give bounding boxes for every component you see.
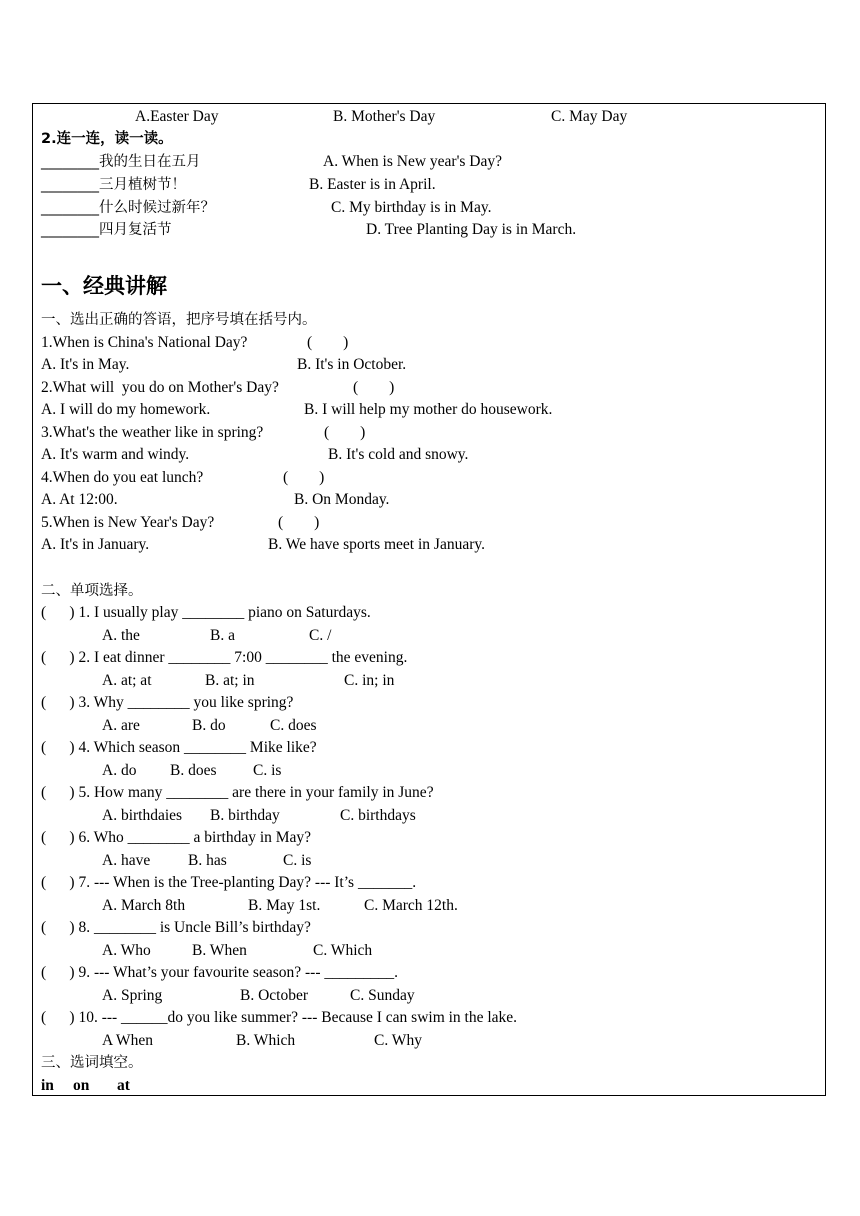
s1-question-1: 1.When is China's National Day? <box>41 334 248 351</box>
s2-3-option-c: C. does <box>270 717 317 734</box>
s2-3-option-b: B. do <box>192 717 226 734</box>
s2-9-option-a: A. Spring <box>102 987 163 1004</box>
worksheet-frame <box>32 103 826 1096</box>
match-left-1: ________我的生日在五月 <box>41 154 201 170</box>
section3-heading: 三、选词填空。 <box>41 1055 143 1071</box>
s2-9-option-b: B. October <box>240 987 309 1004</box>
s2-4-option-b: B. does <box>170 762 217 779</box>
word-choice-on: on <box>73 1077 90 1094</box>
s2-8-option-c: C. Which <box>313 942 373 959</box>
s2-3-option-a: A. are <box>102 717 140 734</box>
s2-1-option-b: B. a <box>210 627 235 644</box>
s1-option-a-2: A. I will do my homework. <box>41 401 211 418</box>
s2-question-6: ( ) 6. Who ________ a birthday in May? <box>41 829 312 846</box>
s2-8-option-b: B. When <box>192 942 247 959</box>
s2-2-option-a: A. at; at <box>102 672 152 689</box>
s2-question-1: ( ) 1. I usually play ________ piano on Saturdays. <box>41 604 371 621</box>
s2-7-option-a: A. March 8th <box>102 897 186 914</box>
word-choice-in: in <box>41 1077 54 1094</box>
s2-4-option-c: C. is <box>253 762 282 779</box>
s2-10-option-b: B. Which <box>236 1032 296 1049</box>
s2-2-option-b: B. at; in <box>205 672 255 689</box>
s1-answer-paren-2: ( ) <box>353 379 395 396</box>
word-choice-at: at <box>117 1077 130 1094</box>
s2-question-2: ( ) 2. I eat dinner ________ 7:00 ________ the evening. <box>41 649 408 666</box>
s2-7-option-c: C. March 12th. <box>364 897 458 914</box>
s2-10-option-a: A When <box>102 1032 153 1049</box>
s2-1-option-a: A. the <box>102 627 140 644</box>
s2-6-option-a: A. have <box>102 852 151 869</box>
s1-option-b-2: B. I will help my mother do housework. <box>304 401 553 418</box>
s2-question-7: ( ) 7. --- When is the Tree-planting Day? --- It’s _______. <box>41 874 417 891</box>
s2-6-option-c: C. is <box>283 852 312 869</box>
s2-question-8: ( ) 8. ________ is Uncle Bill’s birthday? <box>41 919 311 936</box>
s1-option-a-4: A. At 12:00. <box>41 491 118 508</box>
option-a: A.Easter Day <box>135 108 219 125</box>
s2-question-10: ( ) 10. --- ______do you like summer? --- Because I can swim in the lake. <box>41 1009 518 1026</box>
s1-answer-paren-1: ( ) <box>307 334 349 351</box>
match-right-4: D. Tree Planting Day is in March. <box>366 221 577 238</box>
s2-9-option-c: C. Sunday <box>350 987 415 1004</box>
s1-question-2: 2.What will you do on Mother's Day? <box>41 379 279 396</box>
s1-question-5: 5.When is New Year's Day? <box>41 514 215 531</box>
s2-6-option-b: B. has <box>188 852 227 869</box>
match-right-2: B. Easter is in April. <box>309 176 436 193</box>
option-b: B. Mother's Day <box>333 108 436 125</box>
s1-answer-paren-4: ( ) <box>283 469 325 486</box>
match-left-2: ________三月植树节！ <box>41 177 186 193</box>
match-title: 2.连一连，读一读。 <box>41 131 173 147</box>
s1-option-a-3: A. It's warm and windy. <box>41 446 190 463</box>
s2-10-option-c: C. Why <box>374 1032 422 1049</box>
match-right-3: C. My birthday is in May. <box>331 199 492 216</box>
match-right-1: A. When is New year's Day? <box>323 153 502 170</box>
s1-option-a-5: A. It's in January. <box>41 536 150 553</box>
s2-5-option-a: A. birthdaies <box>102 807 183 824</box>
s2-question-5: ( ) 5. How many ________ are there in your family in June? <box>41 784 434 801</box>
s1-option-b-1: B. It's in October. <box>297 356 407 373</box>
s2-2-option-c: C. in; in <box>344 672 395 689</box>
match-left-4: ________四月复活节 <box>41 222 172 238</box>
section2-heading: 二、单项选择。 <box>41 583 143 599</box>
s1-option-b-3: B. It's cold and snowy. <box>328 446 469 463</box>
s1-option-b-5: B. We have sports meet in January. <box>268 536 485 553</box>
section1-subheading: 一、选出正确的答语，把序号填在括号内。 <box>41 312 317 328</box>
s2-7-option-b: B. May 1st. <box>248 897 321 914</box>
s1-answer-paren-3: ( ) <box>324 424 366 441</box>
match-left-3: ________什么时候过新年？ <box>41 200 215 216</box>
section1-heading: 一、经典讲解 <box>41 274 167 298</box>
s1-answer-paren-5: ( ) <box>278 514 320 531</box>
s2-1-option-c: C. / <box>309 627 332 644</box>
s2-5-option-c: C. birthdays <box>340 807 416 824</box>
s2-4-option-a: A. do <box>102 762 137 779</box>
s2-question-9: ( ) 9. --- What’s your favourite season? --- _________. <box>41 964 398 981</box>
s1-option-b-4: B. On Monday. <box>294 491 390 508</box>
s2-5-option-b: B. birthday <box>210 807 280 824</box>
option-c: C. May Day <box>551 108 628 125</box>
s2-question-4: ( ) 4. Which season ________ Mike like? <box>41 739 317 756</box>
s1-option-a-1: A. It's in May. <box>41 356 130 373</box>
s1-question-4: 4.When do you eat lunch? <box>41 469 204 486</box>
s1-question-3: 3.What's the weather like in spring? <box>41 424 264 441</box>
s2-question-3: ( ) 3. Why ________ you like spring? <box>41 694 294 711</box>
s2-8-option-a: A. Who <box>102 942 151 959</box>
